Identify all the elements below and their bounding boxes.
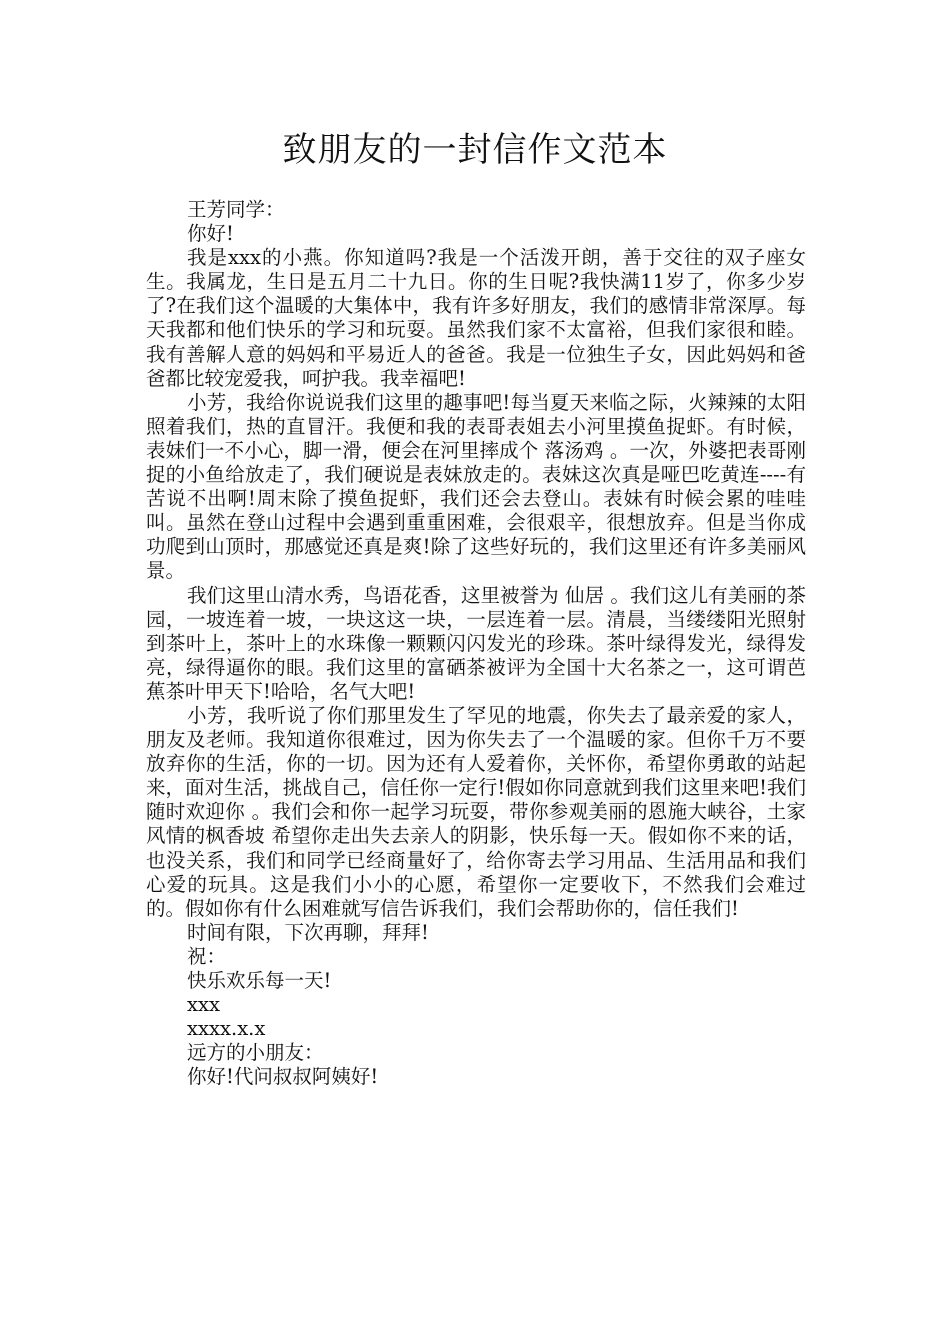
letter-body: [146, 198, 806, 1089]
second-salutation: 远方的小朋友：: [187, 1041, 324, 1065]
paragraph-scenery: 我们这里山清水秀，鸟语花香，这里被誉为 仙居 。我们这儿有美丽的茶园，一坡连着一坡，一块这这一块，一层连着一层。清晨，当缕缕阳光照射到茶叶上，茶叶上的水珠像一颗颗闪闪发光的珍珠。茶叶绿得发光，绿得发亮，绿得逼你的眼。我们这里的富硒茶被评为全国十大名茶之一，这可谓芭蕉茶叶甲天下!哈哈，名气大吧!: [146, 583, 806, 703]
paragraph-fun-stories: 小芳，我给你说说我们这里的趣事吧!每当夏天来临之际，火辣辣的太阳照着我们，热的直冒汗。我便和我的表哥表姐去小河里摸鱼捉虾。有时候，表妹们一不小心，脚一滑，便会在河里摔成个 落汤鸡 。一次，外婆把表哥刚捉的小鱼给放走了，我们硬说是表妹放走的。表妹这次真是哑巴吃黄连----有苦说不出啊!周末除了摸鱼捉虾，我们还会去登山。表妹有时候会累的哇哇叫。虽然在登山过程中会遇到重重困难，会很艰辛，很想放弃。但是当你成功爬到山顶时，那感觉还真是爽!除了这些好玩的，我们这里还有许多美丽风景。: [146, 390, 806, 583]
paragraph-introduction: 我是xxx的小燕。你知道吗?我是一个活泼开朗，善于交往的双子座女生。我属龙，生日是五月二十九日。你的生日呢?我快满11岁了，你多少岁了?在我们这个温暖的大集体中，我有许多好朋友，我们的感情非常深厚。每天我都和他们快乐的学习和玩耍。虽然我们家不太富裕，但我们家很和睦。我有善解人意的妈妈和平易近人的爸爸。我是一位独生子女，因此妈妈和爸爸都比较宠爱我，呵护我。我幸福吧!: [146, 246, 806, 390]
salutation: 王芳同学：: [187, 198, 285, 221]
date: xxxx.x.x: [187, 1017, 266, 1041]
document-title: 致朋友的一封信作文范本: [282, 130, 668, 170]
signature: xxx: [187, 993, 220, 1017]
paragraph-encouragement: 小芳，我听说了你们那里发生了罕见的地震，你失去了最亲爱的家人，朋友及老师。我知道你很难过，因为你失去了一个温暖的家。但你千万不要放弃你的生活，你的一切。因为还有人爱着你，关怀你，希望你勇敢的站起来，面对生活，挑战自己，信任你一定行!假如你同意就到我们这里来吧!我们随时欢迎你 。我们会和你一起学习玩耍，带你参观美丽的恩施大峡谷，土家风情的枫香坡 希望你走出失去亲人的阴影，快乐每一天。假如你不来的话，也没关系，我们和同学已经商量好了，给你寄去学习用品、生活用品和我们心爱的玩具。这是我们小小的心愿，希望你一定要收下，不然我们会难过的。假如你有什么困难就写信告诉我们，我们会帮助你的，信任我们!: [146, 703, 806, 920]
second-greeting: 你好!代问叔叔阿姨好!: [187, 1065, 379, 1089]
wish-heading: 祝：: [187, 944, 227, 968]
wish-text: 快乐欢乐每一天!: [187, 969, 332, 992]
greeting: 你好!: [187, 222, 234, 246]
closing-line: 时间有限，下次再聊，拜拜!: [187, 920, 429, 944]
